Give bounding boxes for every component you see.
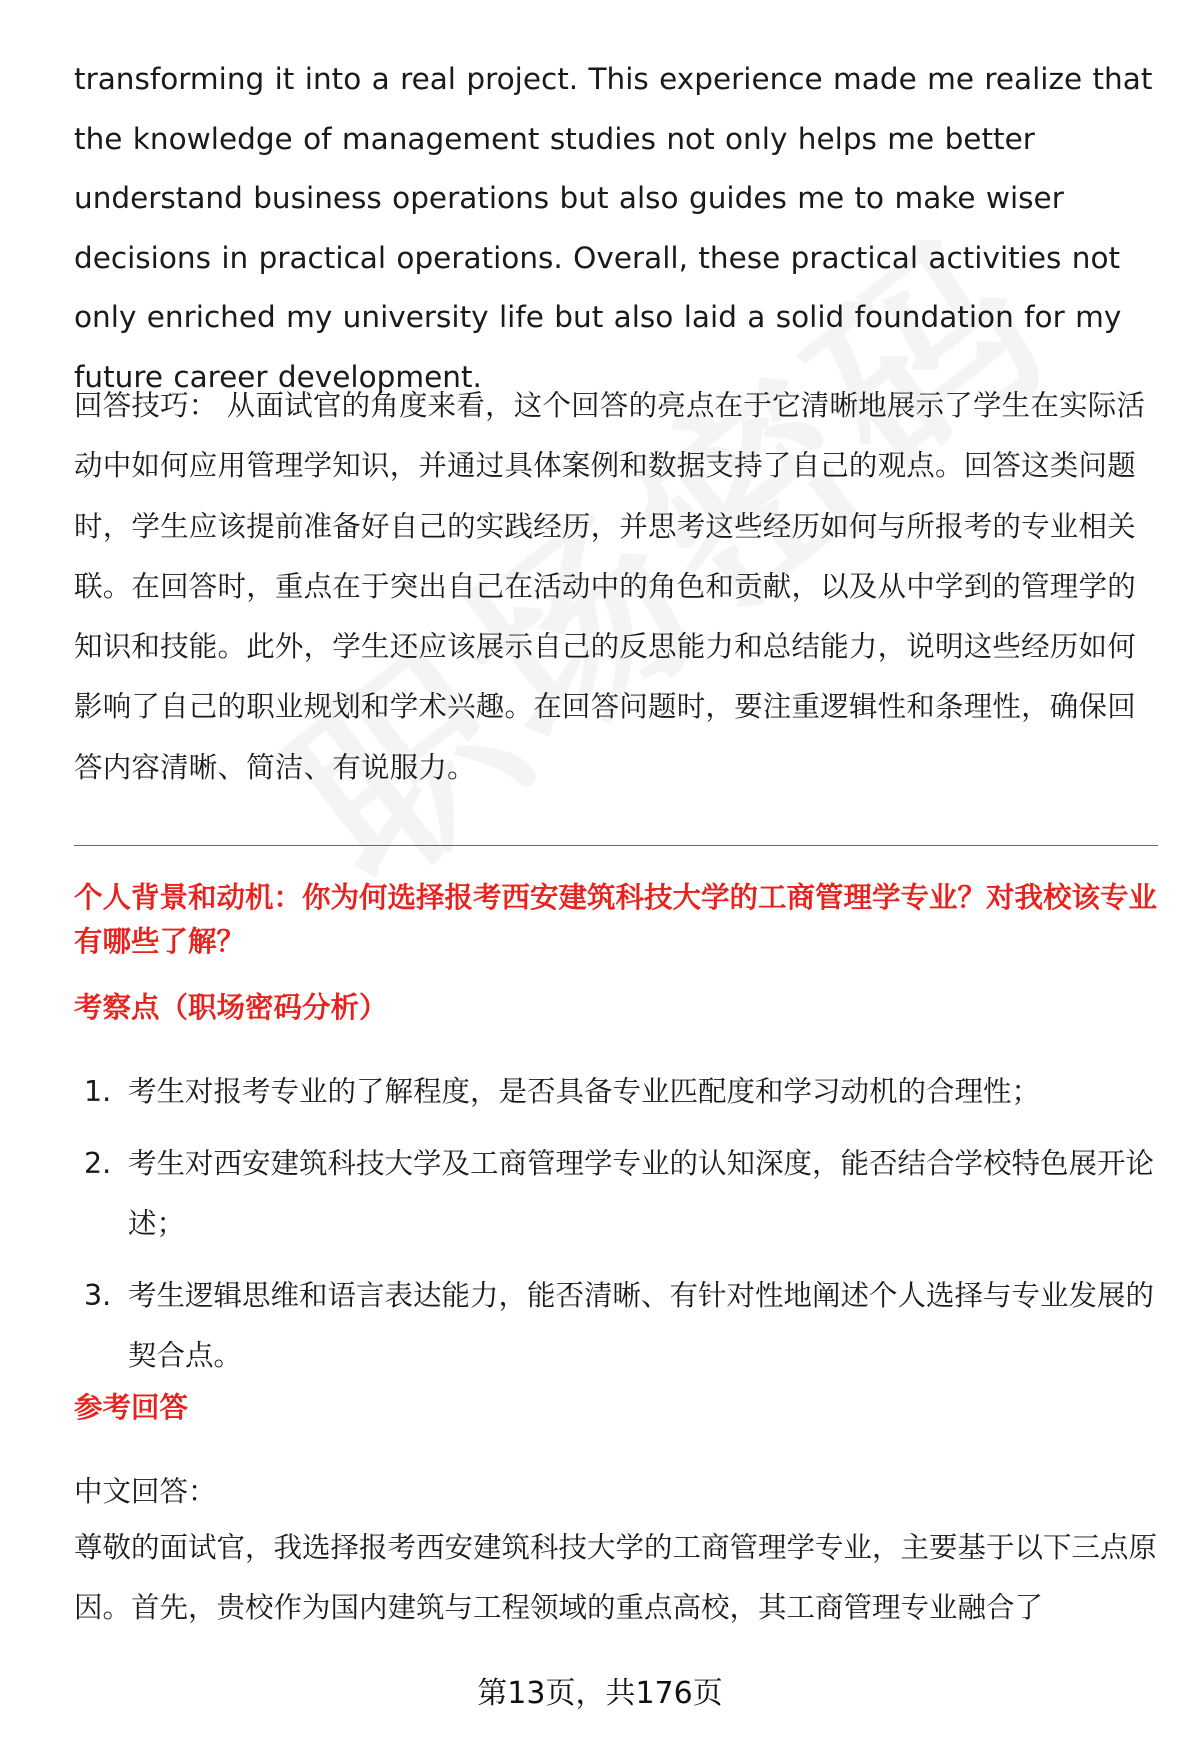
question-heading: 个人背景和动机：你为何选择报考西安建筑科技大学的工商管理学专业？对我校该专业有哪些了解？ (74, 881, 1158, 958)
list-item (74, 1062, 1158, 1122)
chinese-answer-text: 尊敬的面试官，我选择报考西安建筑科技大学的工商管理学专业，主要基于以下三点原因。首先，贵校作为国内建筑与工程领域的重点高校，其工商管理专业融合了 (74, 1531, 1158, 1624)
list-item (74, 1266, 1158, 1386)
answer-tip-label: 回答技巧： (74, 389, 218, 422)
list-item-text: 考生对西安建筑科技大学及工商管理学专业的认知深度，能否结合学校特色展开论述； (128, 1147, 1155, 1240)
list-item (74, 1134, 1158, 1254)
list-item-text: 考生逻辑思维和语言表达能力，能否清晰、有针对性地阐述个人选择与专业发展的契合点。 (128, 1279, 1155, 1372)
section-divider (74, 845, 1158, 846)
assessment-heading: 考察点（职场密码分析） (74, 991, 388, 1024)
list-item-number: 3. (84, 1279, 112, 1312)
list-item-number: 2. (84, 1147, 112, 1180)
answer-tip-text: 从面试官的角度来看，这个回答的亮点在于它清晰地展示了学生在实际活动中如何应用管理学知识，并通过具体案例和数据支持了自己的观点。回答这类问题时，学生应该提前准备好自己的实践经历，并思考这些经历如何与所报考的专业相关联。在回答时，重点在于突出自己在活动中的角色和贡献，以及从中学到的管理学的知识和技能。此外，学生还应该展示自己的反思能力和总结能力，说明这些经历如何影响了自己的职业规划和学术兴趣。在回答问题时，要注重逻辑性和条理性，确保回答内容清晰、简洁、有说服力。 (74, 389, 1146, 784)
english-answer-paragraph: transforming it into a real project. This experience made me realize that the knowledge of management studies not only helps me better understand business operations but also guides me to make wiser decisions in practical operations. Overall, these practical activities not only enriched my university life but also laid a solid foundation for my future career development. (74, 62, 1153, 394)
answer-tip-paragraph (74, 376, 1158, 798)
reference-heading: 参考回答 (74, 1391, 189, 1424)
list-item-text: 考生对报考专业的了解程度，是否具备专业匹配度和学习动机的合理性； (128, 1075, 1041, 1108)
assessment-points-list (74, 1062, 1158, 1398)
list-item-number: 1. (84, 1075, 112, 1108)
page-number-footer: 第13页，共176页 (477, 1676, 723, 1711)
chinese-answer-label: 中文回答： (74, 1475, 217, 1508)
